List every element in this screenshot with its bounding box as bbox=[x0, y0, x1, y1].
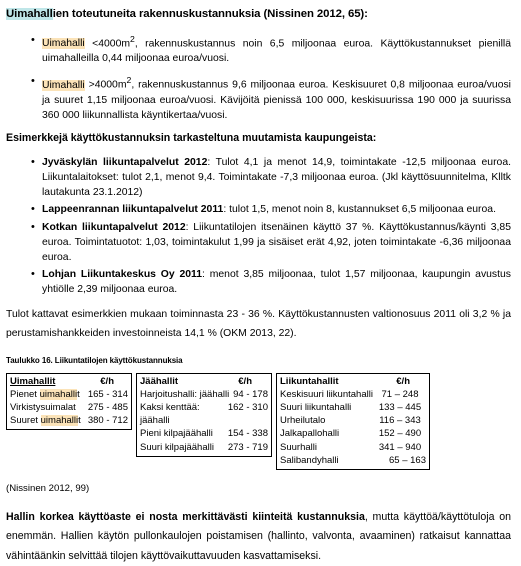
row-label: Suuri kilpajäähalli bbox=[140, 441, 214, 453]
row-label: Keskisuuri liikuntahalli bbox=[280, 389, 373, 401]
bullet-text: , rakennuskustannus 9,6 miljoonaa euroa. Keskisuuret 0,8 miljoonaa euroa/vuosi ja suuret 1,15 miljoonaa euroa/vuosi. Kävijöitä pienissä 100 000, keskisuurissa 190 000 ja suurissa 360 000 liikunnallista käyntikertaa/vuosi. bbox=[42, 79, 511, 121]
table-header-name: Liikuntahallit bbox=[280, 376, 339, 388]
bullet-term: Uimahalli bbox=[42, 38, 85, 49]
row-label: Salibandyhalli bbox=[280, 454, 339, 466]
table-row bbox=[280, 388, 426, 401]
bullet-text: , rakennuskustannus noin 6,5 miljoonaa euroa. Käyttökustannukset pienillä uimahalleilla 0,44 miljoonaa euroa/vuosi. bbox=[42, 38, 511, 65]
row-value: 162 - 310 bbox=[227, 402, 268, 414]
cost-bullets bbox=[6, 33, 515, 123]
table-row bbox=[140, 401, 268, 427]
row-value: 65 – 163 bbox=[389, 454, 426, 466]
bullet-small-hall bbox=[42, 33, 515, 67]
table-header bbox=[10, 375, 128, 388]
example-title: Lohjan Liikuntakeskus Oy 2011 bbox=[42, 268, 203, 280]
table-row bbox=[280, 441, 426, 454]
row-label: Pienet uimahallit bbox=[10, 389, 80, 401]
example-text: : Tulot 4,1 ja menot 14,9, toimintakate -12,5 miljoonaa euroa. Liikuntalaitokset: tulot 2,1, menot 9,4. Toimintakate -7,3 miljoonaa euroa. (Jkl käyttösuunnitelma, Klltk lautakunta 23.1.2012) bbox=[42, 157, 511, 199]
table-row bbox=[280, 414, 426, 427]
example-text: : Liikuntatilojen itsenäinen käyttö 37 %. Käyttökustannus/käynti 3,85 euroa. Toimintatuotot: 1,03, toimintakulut 1,99 ja sisäiset erät 4,92, joten toimintakate -6,36 miljoonaa euroa. bbox=[42, 221, 511, 263]
row-label: Suurhalli bbox=[280, 441, 317, 453]
bullet-term: Uimahalli bbox=[42, 79, 85, 91]
row-label: Harjoitushalli: jäähalli bbox=[140, 389, 230, 401]
table-row bbox=[140, 427, 268, 440]
row-label: Urheilutalo bbox=[280, 415, 326, 427]
bullet-size: >4000m bbox=[84, 79, 127, 91]
row-value: 94 - 178 bbox=[233, 389, 268, 401]
section-heading bbox=[6, 6, 515, 23]
row-label: Suuret uimahallit bbox=[10, 415, 81, 427]
row-label: Suuri liikuntahalli bbox=[280, 402, 352, 414]
row-value: 116 – 343 bbox=[379, 415, 421, 427]
conclusion-bold: Hallin korkea käyttöaste ei nosta merkittävästi kiinteitä kustannuksia bbox=[6, 510, 365, 523]
heading-rest: ien toteutuneita rakennuskustannuksia (Nissinen 2012, 65): bbox=[52, 8, 368, 20]
table-header bbox=[280, 375, 426, 388]
row-label: Jalkapallohalli bbox=[280, 428, 340, 440]
example-lohja bbox=[42, 267, 515, 297]
table-row bbox=[280, 427, 426, 440]
table-row bbox=[140, 388, 268, 401]
examples-heading: Esimerkkejä käyttökustannuksin tarkasteltuna muutamista kaupungeista: bbox=[6, 131, 377, 144]
table-row bbox=[10, 388, 128, 401]
row-value: 71 – 248 bbox=[381, 389, 419, 401]
summary-paragraph: Tulot kattavat esimerkkien mukaan toiminnasta 23 - 36 %. Käyttökustannusten valtionosuus 2011 oli 3,2 % ja perustamishankkeiden investoinneista 14,1 % (OKM 2013, 22). bbox=[6, 308, 511, 340]
table-header-unit: €/h bbox=[396, 376, 410, 388]
conclusion-paragraph bbox=[6, 508, 515, 566]
example-text: : tulot 1,5, menot noin 8, kustannukset 6,5 miljoonaa euroa. bbox=[223, 204, 496, 216]
bullet-size-sup: 2 bbox=[126, 75, 132, 86]
example-kotka bbox=[42, 220, 515, 265]
example-title: Jyväskylän liikuntapalvelut 2012 bbox=[42, 157, 208, 169]
table-row bbox=[140, 441, 268, 454]
conclusion-text: , mutta käyttöä/käyttötuloja on enemmän. Hallien käytön pullonkaulojen poistamisen (hallinto, valvonta, avaaminen) ratkaisut kannattaa vähintäänkin selvittää tilojen käyttövaikuttavuuden kasvattamiseksi. bbox=[6, 510, 511, 562]
table-row bbox=[280, 454, 426, 467]
bullet-size: <4000m bbox=[84, 38, 131, 49]
cost-tables bbox=[6, 373, 515, 470]
table-sports-halls bbox=[276, 373, 430, 470]
row-value: 133 – 445 bbox=[378, 402, 422, 414]
row-label: Pieni kilpajäähalli bbox=[140, 428, 213, 440]
table-ice-halls bbox=[136, 373, 272, 457]
row-value: 275 - 485 bbox=[87, 402, 128, 414]
row-value: 165 - 314 bbox=[87, 389, 128, 401]
example-jyvaskyla bbox=[42, 155, 515, 200]
examples-list bbox=[6, 155, 515, 297]
row-value: 154 - 338 bbox=[227, 428, 268, 440]
table-header-unit: €/h bbox=[100, 376, 114, 388]
example-text: : menot 3,85 miljoonaa, tulot 1,57 miljoonaa, kaupungin avustus yhtiölle 2,39 miljoonaa euroa. bbox=[42, 268, 511, 295]
row-value: 273 - 719 bbox=[227, 441, 268, 453]
row-value: 152 – 490 bbox=[378, 428, 422, 440]
table-source: (Nissinen 2012, 99) bbox=[6, 482, 90, 494]
table-row bbox=[280, 401, 426, 414]
table-header-name: Uimahallit bbox=[10, 376, 56, 388]
heading-highlight: Uimahall bbox=[6, 8, 53, 20]
row-value: 341 – 940 bbox=[378, 441, 422, 453]
row-label: Virkistysuimalat bbox=[10, 402, 76, 414]
table-header bbox=[140, 375, 268, 388]
row-value: 380 - 712 bbox=[87, 415, 128, 427]
bullet-large-hall bbox=[42, 74, 515, 123]
table-row bbox=[10, 401, 128, 414]
example-lappeenranta bbox=[42, 202, 515, 217]
example-title: Lappeenrannan liikuntapalvelut 2011 bbox=[42, 204, 224, 216]
bullet-size-sup: 2 bbox=[130, 33, 135, 44]
table-swimming-halls bbox=[6, 373, 132, 430]
example-title: Kotkan liikuntapalvelut 2012 bbox=[42, 221, 186, 233]
table-caption: Taulukko 16. Liikuntatilojen käyttökustannuksia bbox=[6, 356, 183, 366]
table-header-name: Jäähallit bbox=[140, 376, 179, 388]
table-row bbox=[10, 414, 128, 427]
table-header-unit: €/h bbox=[238, 376, 252, 388]
row-label: Kaksi kenttää: jäähalli bbox=[140, 402, 200, 427]
